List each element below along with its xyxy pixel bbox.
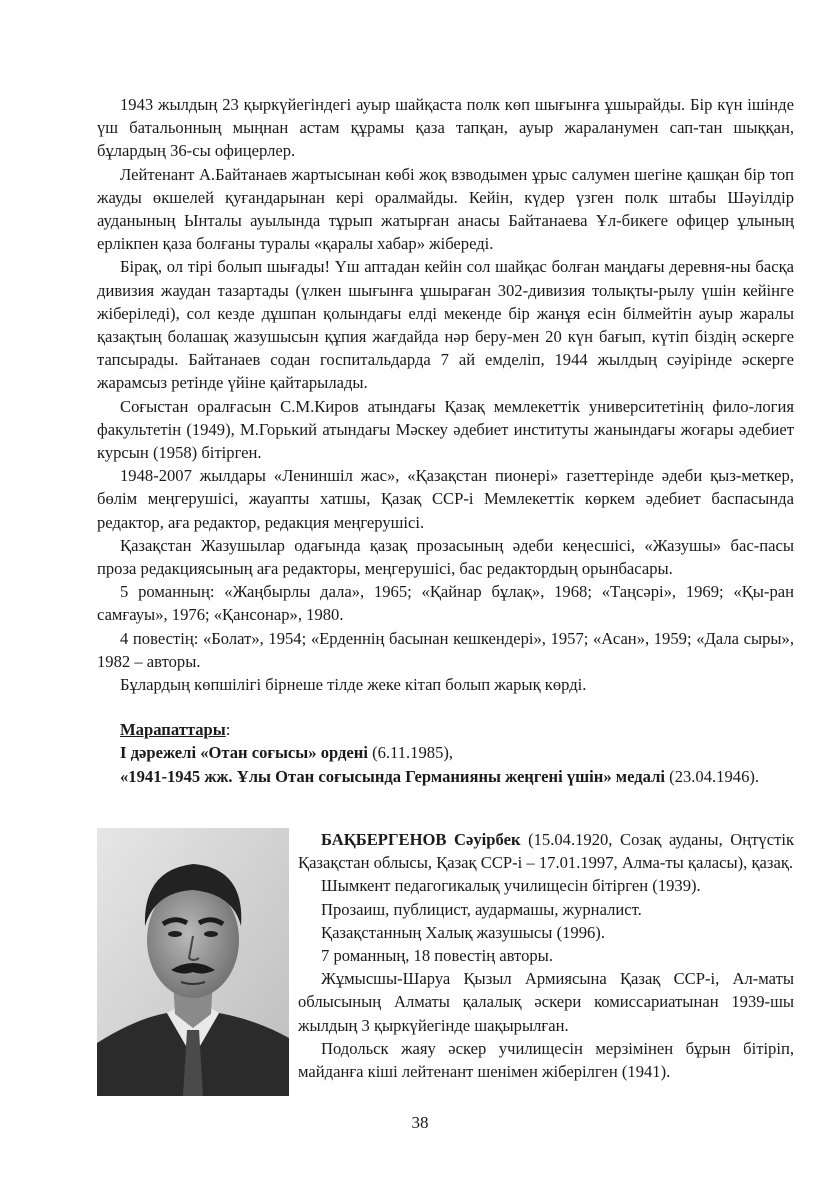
person-name: БАҚБЕРГЕНОВ Сәуірбек bbox=[321, 830, 521, 849]
award-order-name: І дәрежелі «Отан соғысы» ордені bbox=[120, 743, 368, 763]
paragraph: Лейтенант А.Байтанаев жартысынан көбі жоқ взводымен ұрыс салумен шегіне қашқан бір топ жауды өкшелей қуғандарынан кері оралмайды. Кейін, күдер үзген полк штабы Шәуілдір ауданының Ынталы ауылында тұрып жатырған анасы Байтанаева Ұл-бикеге офицер ұлының ерлікпен қаза болғаны туралы «қаралы хабар» жібереді. bbox=[97, 164, 794, 254]
awards-heading-line bbox=[97, 718, 794, 741]
awards-section bbox=[97, 718, 794, 788]
paragraph: Бірақ, ол тірі болып шығады! Үш аптадан кейін сол шайқас болған маңдағы деревня-ны басқа дивизия жаудан тазартады (үлкен шығынға ұшыраған 302-дивизия толықты-рылу үшін кейінге жіберіледі), сол кезде дұшпан қолындағы елді мекенде бір жанұя есін білмейтін ауыр жаралы қазақтың болашақ жазушысын құпия жағдайда нәр беру-мен 20 күн бағып, күтіп біздің әскерге тапсырады. Байтанаев содан госпитальдарда 7 ай емделіп, 1944 жылдың сәуірінде әскерге жарамсыз ретінде үйіне қайтарылады. bbox=[97, 257, 794, 393]
portrait-photo bbox=[97, 828, 289, 1096]
page-number: 38 bbox=[411, 1113, 429, 1132]
awards-heading: Марапаттары bbox=[120, 720, 226, 740]
award-medal-date: (23.04.1946). bbox=[665, 766, 760, 786]
paragraph: Бұлардың көпшілігі бірнеше тілде жеке кітап болып жарық көрді. bbox=[120, 675, 587, 695]
main-text-column bbox=[97, 93, 794, 788]
paragraph: 1943 жылдың 23 қыркүйегіндегі ауыр шайқаста полк көп шығынға ұшырайды. Бір күн ішінде үш батальонның мыңнан астам құрамы қаза тапқан, ауыр жараланумен сап-тан шыққан, бұлардың 36-сы офицерлер. bbox=[97, 95, 794, 161]
biography-line: 7 романның, 18 повестің авторы. bbox=[321, 946, 553, 966]
awards-heading-colon: : bbox=[225, 720, 231, 740]
biography-line: Қазақстанның Халық жазушысы (1996). bbox=[321, 922, 605, 942]
person-dates: (15.04.1920, Созақ ауданы, Оңтүстік Қазақстан облысы, Қазақ ССР-і – 17.01.1997, Алма-ты қаласы), қазақ. bbox=[298, 830, 795, 873]
award-order-date: (6.11.1985), bbox=[367, 743, 454, 763]
biography-line: Шымкент педагогикалық училищесін бітірген (1939). bbox=[321, 876, 701, 896]
biography-intro bbox=[298, 828, 794, 874]
paragraph: 5 романның: «Жаңбырлы дала», 1965; «Қайнар бұлақ», 1968; «Таңсәрі», 1969; «Қы-ран самғауы», 1976; «Қансонар», 1980. bbox=[97, 582, 794, 625]
award-order bbox=[97, 741, 794, 764]
paragraph: Қазақстан Жазушылар одағында қазақ прозасының әдеби кеңесшісі, «Жазушы» бас-пасы проза редакциясының аға редакторы, меңгерушісі, бас редактордың орынбасары. bbox=[97, 535, 794, 579]
biography-line: Подольск жаяу әскер училищесін мерзімінен бұрын бітіріп, майданға кіші лейтенант шенімен жіберілген (1941). bbox=[298, 1038, 794, 1082]
award-medal-name: «1941-1945 жж. Ұлы Отан соғысында Германияны жеңгені үшін» медалі bbox=[120, 766, 666, 786]
award-medal bbox=[97, 765, 794, 788]
biography-text bbox=[298, 828, 794, 1083]
biography-line: Прозаиш, публицист, аудармашы, журналист. bbox=[321, 899, 642, 919]
portrait-image bbox=[97, 828, 289, 1096]
biography-line: Жұмысшы-Шаруа Қызыл Армиясына Қазақ ССР-і, Ал-маты облысының Алматы қалалық әскери комиссариатынан 1939-шы жылдың 3 қыркүйегінде шақырылған. bbox=[298, 969, 794, 1035]
paragraph: 1948-2007 жылдары «Лениншіл жас», «Қазақстан пионері» газеттерінде әдеби қыз-меткер, бөлім меңгерушісі, жауапты хатшы, Қазақ ССР-і Мемлекеттік көркем әдебиет баспасында редактор, аға редактор, редакция меңгерушісі. bbox=[97, 466, 794, 532]
paragraph: Соғыстан оралғасын С.М.Киров атындағы Қазақ мемлекеттік университетінің фило-логия факультетін (1949), М.Горький атындағы Мәскеу әдебиет институты жанындағы жоғары әдебиет курсын (1958) бітірген. bbox=[97, 396, 794, 463]
paragraph: 4 повестің: «Болат», 1954; «Ерденнің басынан кешкендері», 1957; «Асан», 1959; «Дала сыры», 1982 – авторы. bbox=[97, 628, 794, 671]
